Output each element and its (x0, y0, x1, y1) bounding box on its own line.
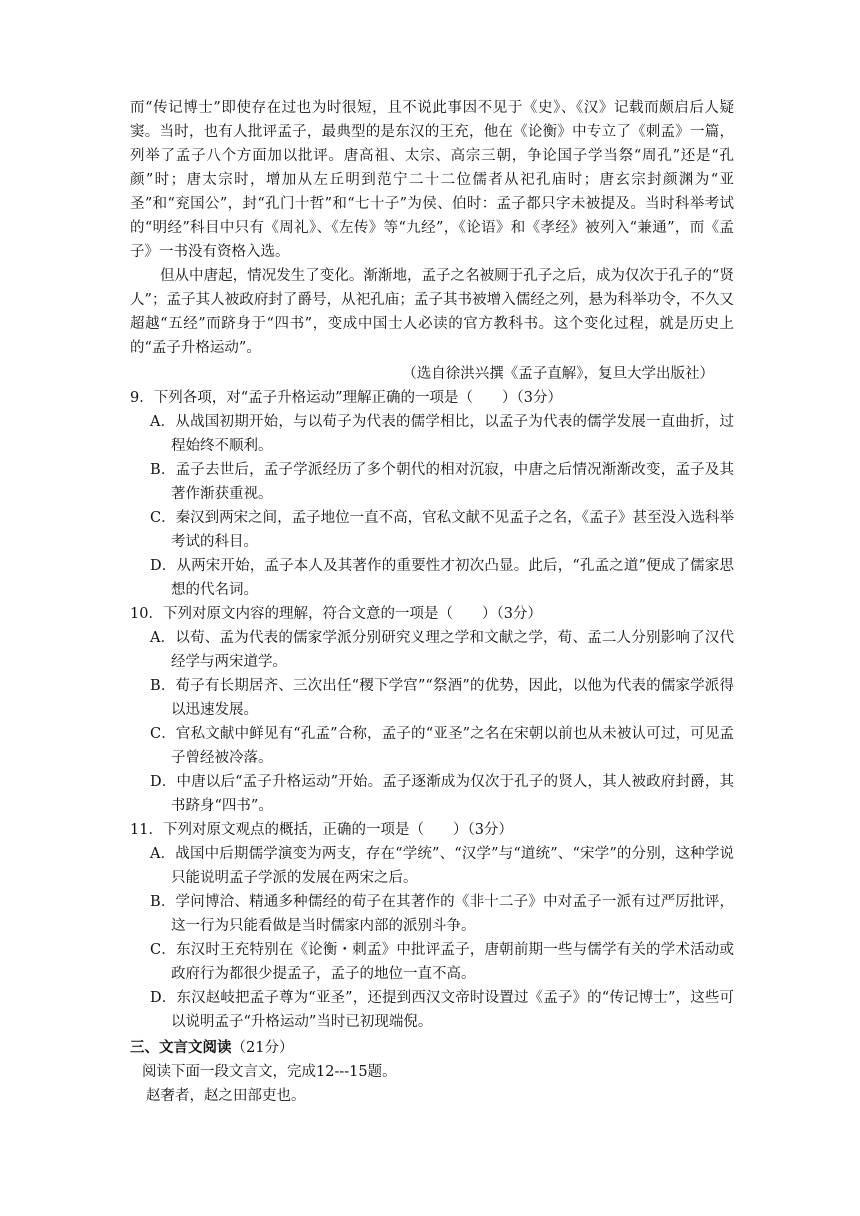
question-option: C．官私文献中鲜见有“孔孟”合称，孟子的“亚圣”之名在宋朝以前也从未被认可过，可见孟子曾经被冷落。 (150, 726, 734, 766)
question-10 (130, 602, 734, 818)
question-option: D．中唐以后“孟子升格运动”开始。孟子逐渐成为仅次于孔子的贤人，其人被政府封爵，其书跻身“四书”。 (150, 774, 734, 814)
question-option: D．东汉赵岐把孟子尊为“亚圣”，还提到西汉文帝时设置过《孟子》的“传记博士”，这些可以说明孟子“升格运动”当时已初现端倪。 (150, 990, 734, 1030)
question-option: C．秦汉到两宋之间，孟子地位一直不高，官私文献不见孟子之名，《孟子》甚至没入选科举考试的科目。 (150, 510, 734, 550)
question-option: B．荀子有长期居齐、三次出任“稷下学宫”“祭酒”的优势，因此，以他为代表的儒家学派得以迅速发展。 (150, 678, 734, 718)
question-option: B．孟子去世后，孟子学派经历了多个朝代的相对沉寂，中唐之后情况渐渐改变，孟子及其著作渐获重视。 (150, 462, 734, 502)
classical-text-first-line: 赵奢者，赵之田部吏也。 (146, 1088, 306, 1104)
section-title: 三、文言文阅读 (130, 1039, 232, 1056)
question-stem: 10．下列对原文内容的理解，符合文意的一项是（ ）（3分） (130, 606, 542, 622)
section-score: （21分） (231, 1040, 294, 1056)
question-option: B．学问博洽、精通多种儒经的荀子在其著作的《非十二子》中对孟子一派有过严厉批评，这一行为只能看做是当时儒家内部的派别斗争。 (150, 894, 734, 934)
passage-paragraph: 而“传记博士”即使存在过也为时很短，且不说此事因不见于《史》、《汉》记载而颇启后人疑窦。当时，也有人批评孟子，最典型的是东汉的王充，他在《论衡》中专立了《刺孟》一篇，列举了孟子八个方面加以批评。唐高祖、太宗、高宗三朝，争论国子学当祭“周孔”还是“孔颜”时；唐太宗时，增加从左丘明到范宁二十二位儒者从祀孔庙时；唐玄宗封颜渊为“亚圣”和“兖国公”，封“孔门十哲”和“七十子”为侯、伯时：孟子都只字未被提及。当时科举考试的“明经”科目中只有《周礼》、《左传》等“九经”，《论语》和《孝经》被列入“兼通”，而《孟子》一书没有资格入选。 (130, 100, 734, 260)
question-11 (130, 818, 734, 1034)
question-option: C．东汉时王充特别在《论衡・刺孟》中批评孟子，唐朝前期一些与儒学有关的学术活动或政府行为都很少提孟子，孟子的地位一直不高。 (150, 942, 734, 982)
question-option: A．从战国初期开始，与以荀子为代表的儒学相比，以孟子为代表的儒学发展一直曲折，过程始终不顺利。 (150, 414, 734, 454)
section-instruction: 阅读下面一段文言文，完成12---15题。 (142, 1064, 397, 1080)
question-stem: 11．下列对原文观点的概括，正确的一项是（ ）（3分） (130, 822, 513, 838)
exam-page (130, 96, 734, 1108)
passage-paragraph: 但从中唐起，情况发生了变化。渐渐地，孟子之名被厕于孔子之后，成为仅次于孔子的“贤人”；孟子其人被政府封了爵号，从祀孔庙；孟子其书被增入儒经之列，悬为科举功令，不久又超越“五经”而跻身于“四书”，变成中国士人必读的官方教科书。这个变化过程，就是历史上的“孟子升格运动”。 (130, 268, 734, 356)
question-option: A．以荀、孟为代表的儒家学派分别研究义理之学和文献之学，荀、孟二人分别影响了汉代经学与两宋道学。 (150, 630, 734, 670)
question-option: A．战国中后期儒学演变为两支，存在“学统”、“汉学”与“道统”、“宋学”的分别，这种学说只能说明孟子学派的发展在两宋之后。 (150, 846, 734, 886)
passage-source: （选自徐洪兴撰《孟子直解》，复旦大学出版社） (402, 366, 714, 382)
question-option: D．从两宋开始，孟子本人及其著作的重要性才初次凸显。此后，“孔孟之道”便成了儒家思想的代名词。 (150, 558, 734, 598)
question-9 (130, 386, 734, 602)
question-stem: 9．下列各项，对“孟子升格运动”理解正确的一项是（ ）（3分） (130, 390, 563, 406)
section-heading (130, 1036, 734, 1060)
